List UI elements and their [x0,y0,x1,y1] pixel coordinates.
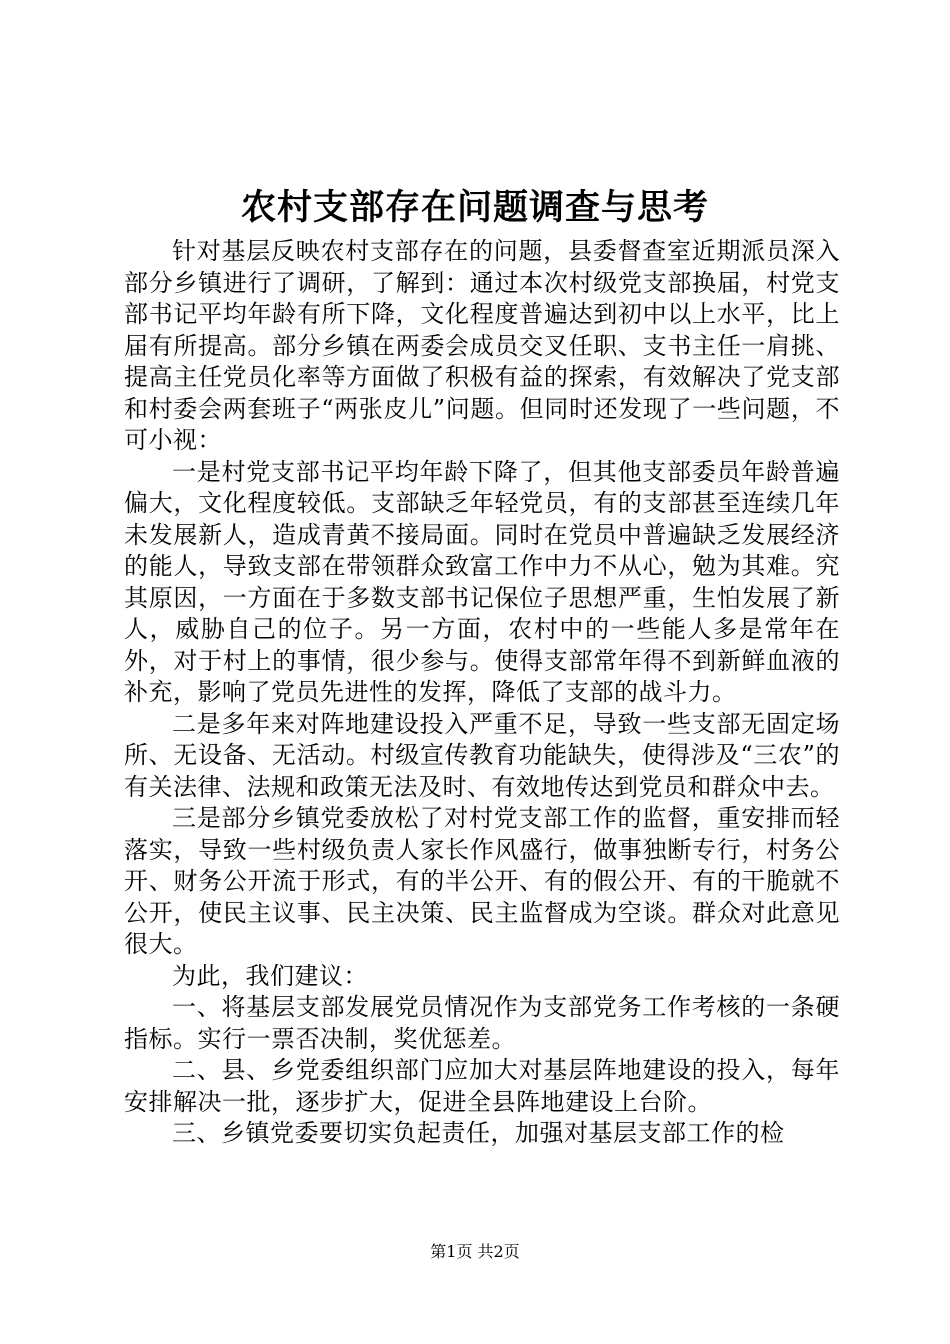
paragraph-suggestion-lead: 为此，我们建议： [172,961,368,990]
page-number-indicator: 第1页 共2页 [430,1242,520,1261]
paragraph-issue-two: 二是多年来对阵地建设投入严重不足，导致一些支部无固定场所、无设备、无活动。村级宣传教育功能缺失，使得涉及“三农”的有关法律、法规和政策无法及时、有效地传达到党员和群众中去。 [124,709,840,801]
document-body [124,236,840,1150]
page-footer [0,1240,950,1264]
paragraph-suggestion-one: 一、将基层支部发展党员情况作为支部党务工作考核的一条硬指标。实行一票否决制，奖优惩差。 [124,993,840,1053]
paragraph-issue-three: 三是部分乡镇党委放松了对村党支部工作的监督，重安排而轻落实，导致一些村级负责人家长作风盛行，做事独断专行，村务公开、财务公开流于形式，有的半公开、有的假公开、有的干脆就不公开，使民主议事、民主决策、民主监督成为空谈。群众对此意见很大。 [124,804,840,958]
paragraph-suggestion-two: 二、县、乡党委组织部门应加大对基层阵地建设的投入，每年安排解决一批，逐步扩大，促进全县阵地建设上台阶。 [124,1056,840,1116]
paragraph-issue-one: 一是村党支部书记平均年龄下降了，但其他支部委员年龄普遍偏大，文化程度较低。支部缺乏年轻党员，有的支部甚至连续几年未发展新人，造成青黄不接局面。同时在党员中普遍缺乏发展经济的能人，导致支部在带领群众致富工作中力不从心，勉为其难。究其原因，一方面在于多数支部书记保位子思想严重，生怕发展了新人，威胁自己的位子。另一方面，农村中的一些能人多是常年在外，对于村上的事情，很少参与。使得支部常年得不到新鲜血液的补充，影响了党员先进性的发挥，降低了支部的战斗力。 [124,457,840,706]
paragraph-intro: 针对基层反映农村支部存在的问题，县委督查室近期派员深入部分乡镇进行了调研，了解到：通过本次村级党支部换届，村党支部书记平均年龄有所下降，文化程度普遍达到初中以上水平，比上届有所提高。部分乡镇在两委会成员交叉任职、支书主任一肩挑、提高主任党员化率等方面做了积极有益的探索，有效解决了党支部和村委会两套班子“两张皮儿”问题。但同时还发现了一些问题，不可小视： [124,237,840,454]
document-title: 农村支部存在问题调查与思考 [240,187,709,228]
paragraph-suggestion-three: 三、乡镇党委要切实负起责任，加强对基层支部工作的检 [172,1119,785,1147]
